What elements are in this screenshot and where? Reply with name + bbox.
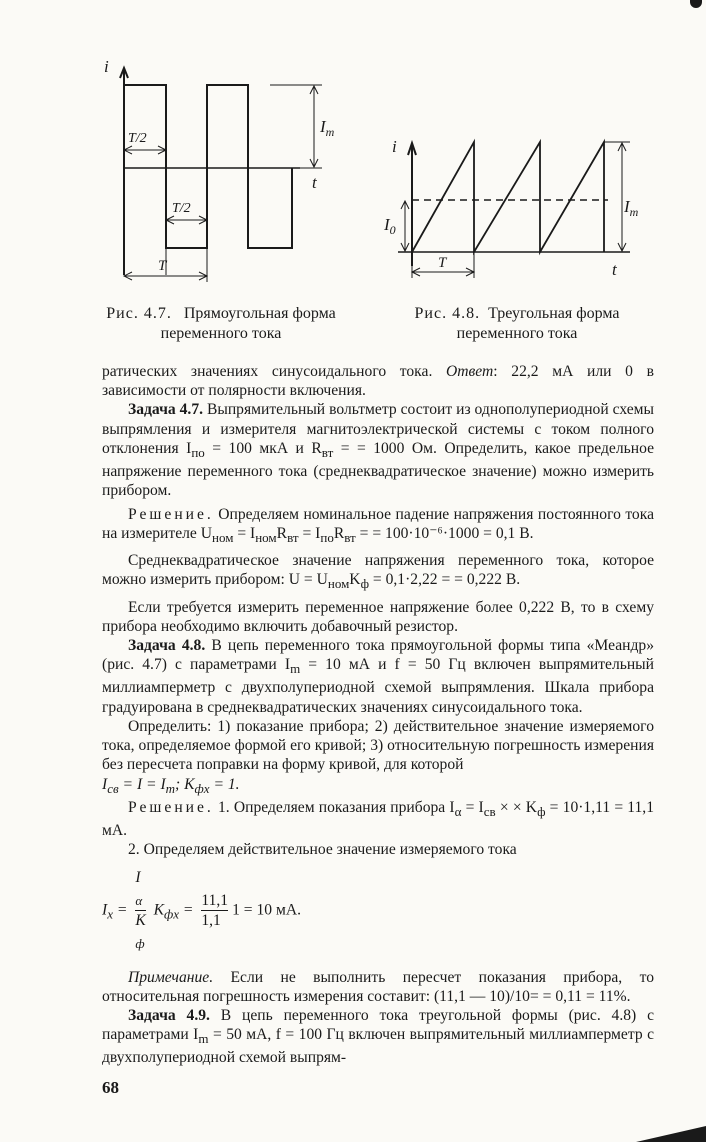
- fig48-label-im: $I_m$: [624, 197, 639, 219]
- fig48-sawtooth: [412, 142, 604, 252]
- formula-1: $I_{св} = I = I_m$; $K_{фх} = 1$.: [102, 775, 240, 796]
- fig47-label-t: t: [312, 173, 317, 192]
- task-4-9: Задача 4.9. В цепь переменного тока треугольной формы (рис. 4.8) с параметрами $I_m = 50$ мА, f = 100 Гц включен выпрямительный миллиамперметр с двухполупериодной схемой выпрям-: [102, 1006, 655, 1067]
- caption-fig-4-7: Рис. 4.7. Прямоугольная форма переменного тока: [106, 305, 336, 342]
- solution-4-8-step2: 2. Определяем действительное значение измеряемого тока: [128, 841, 517, 859]
- fraction-numeric: $\frac{11,1}{1,1}$: [201, 891, 229, 930]
- caption-fig-4-8: Рис. 4.8. Треугольная форма переменного тока: [414, 305, 620, 342]
- paragraph-resistor: Если требуется измерить переменное напряжение более 0,222 В, то в схему прибора необходимо включить добавочный резистор.: [102, 598, 654, 635]
- fig48-label-period: T: [438, 255, 447, 271]
- figure-4-8: [372, 130, 662, 285]
- fig47-label-i: i: [104, 57, 109, 76]
- page-number: 68: [102, 1078, 119, 1097]
- fig47-label-im: $I_m$: [320, 117, 335, 139]
- body-text: [102, 362, 654, 1068]
- fig48-label-t: t: [612, 260, 617, 279]
- fig48-label-i0: $I_0$: [384, 215, 396, 237]
- fig48-label-i: i: [392, 137, 397, 156]
- paragraph-rms: Среднеквадратическое значение напряжения переменного тока, которое можно измерить прибором: $U = U_{ном}K_ф = 0,1\cdot 2,22$ = = 0,222 В.: [102, 552, 654, 592]
- formula-2: $I_x$ = I $_\alpha$ K $_ф$ $K_{фх}$ = $\frac{11,1}{1,1}$ 1 = 10 мА.: [102, 868, 654, 954]
- solution-4-8: Решение. 1. Определяем показания прибора $I_\alpha = I_{св}$ × × $K_ф = 10\cdot 1,11 = 11,1$ мА.: [102, 798, 654, 840]
- solution-4-7: Решение. Определяем номинальное падение напряжения постоянного тока на измерителе $U_{ном} = I_{ном}R_{вт} = I_{по}R_{вт}$ = = 100·10⁻⁶·1000 = 0,1 В.: [102, 505, 654, 545]
- note: Примечание. Если не выполнить пересчет показания прибора, то относительная погрешность измерения составит: (11,1 — 10)/10= = 0,11 = 11%.: [102, 968, 654, 1005]
- paragraph-answer: ратических значениях синусоидального тока. Ответ: 22,2 мА или 0 в зависимости от полярности включения.: [102, 363, 654, 400]
- fig47-label-thalf1: T/2: [128, 131, 147, 146]
- fig47-waveform: [124, 85, 292, 248]
- figure-4-7: [90, 50, 360, 290]
- task-4-8: Задача 4.8. В цепь переменного тока прямоугольной формы типа «Меандр» (рис. 4.7) с параметрами $I_m = 10$ мА и f = 50 Гц включен выпрямительный миллиамперметр с двухполупериодной схемой выпрямления. Шкала прибора градуирована в среднеквадратических значениях синусоидального тока.: [102, 636, 654, 716]
- fig47-label-thalf2: T/2: [172, 201, 191, 216]
- page-corner-shadow: [636, 1126, 706, 1142]
- fraction-ia-kf: I $_\alpha$ K $_ф$: [135, 868, 145, 954]
- task-4-8-determine: Определить: 1) показание прибора; 2) действительное значение измеряемого тока, определяемое формой его кривой; 3) относительную погрешность измерения без пересчета поправки на форму кривой, для которой: [102, 717, 654, 774]
- corner-mark: [690, 0, 702, 8]
- fig47-label-period: T: [158, 258, 167, 274]
- task-4-7: Задача 4.7. Выпрямительный вольтметр состоит из однополупериодной схемы выпрямления и измерителя магнитоэлектрической системы с током полного отклонения $I_{по} = 100$ мкА и $R_{вт}$ = = 1000 Ом. Определить, какое предельное напряжение переменного тока (среднеквадратическое значение) можно измерить прибором.: [102, 401, 655, 500]
